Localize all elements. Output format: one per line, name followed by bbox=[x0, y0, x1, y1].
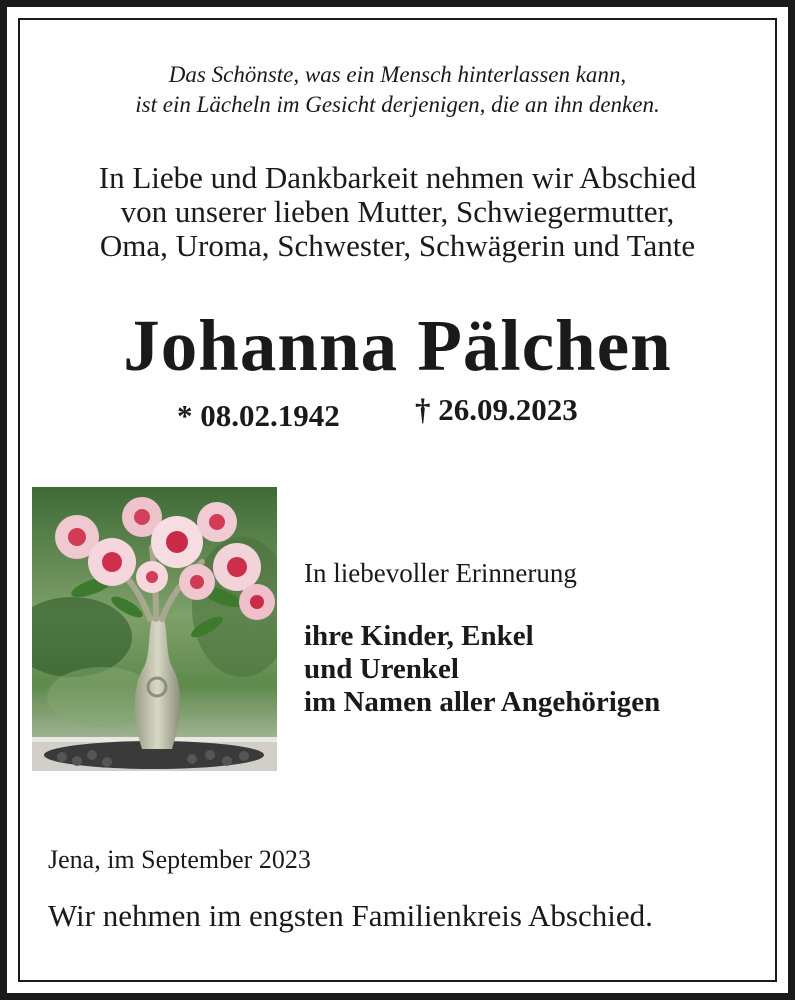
birth-date: * 08.02.1942 bbox=[177, 398, 340, 433]
mourners-line-1: ihre Kinder, Enkel bbox=[304, 620, 534, 652]
intro-line-3: Oma, Uroma, Schwester, Schwägerin und Tante bbox=[99, 228, 696, 263]
quote-line-2: ist ein Lächeln im Gesicht derjenigen, die an ihn denken. bbox=[135, 92, 660, 117]
death-date: † 26.09.2023 bbox=[415, 392, 578, 427]
quote-line-1: Das Schönste, was ein Mensch hinterlassen kann, bbox=[168, 62, 627, 87]
mourners-line-2: und Urenkel bbox=[304, 653, 459, 685]
memory-text: In liebevoller Erinnerung bbox=[304, 558, 577, 588]
closing-text: Wir nehmen im engsten Familienkreis Abschied. bbox=[48, 898, 653, 933]
quote-block bbox=[0, 60, 795, 120]
desert-rose-plant-image bbox=[32, 487, 277, 771]
place-date: Jena, im September 2023 bbox=[48, 845, 311, 874]
intro-line-2: von unserer lieben Mutter, Schwiegermutter, bbox=[120, 194, 675, 229]
intro-line-1: In Liebe und Dankbarkeit nehmen wir Abschied bbox=[98, 160, 697, 195]
deceased-name: Johanna Pälchen bbox=[123, 305, 672, 386]
mourners-block bbox=[304, 620, 660, 719]
mourners-line-3: im Namen aller Angehörigen bbox=[304, 686, 661, 718]
flower-photo bbox=[32, 487, 277, 771]
intro-block bbox=[0, 161, 795, 263]
